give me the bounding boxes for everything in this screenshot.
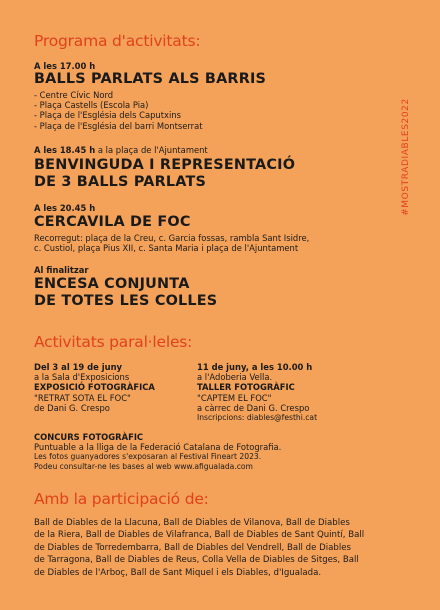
event2-title-2: DE 3 BALLS PARLATS — [34, 174, 207, 190]
place-item: - Plaça de l'Església dels Caputxins — [34, 110, 181, 121]
side-hashtag: #MOSTRADIABLES2022 — [401, 98, 411, 216]
workshop-title: "CAPTEM EL FOC" — [197, 392, 272, 403]
event2-time — [34, 145, 208, 155]
participation-list — [34, 517, 414, 579]
event3-time: A les 20.45 h — [34, 203, 96, 213]
workshop-date: 11 de juny, a les 10.00 h — [197, 362, 313, 372]
exhibition-title: "RETRAT SOTA EL FOC" — [34, 392, 131, 403]
participation-line: de Diables de Torredembarra, Ball de Diables del Vendrell, Ball de Diables — [34, 542, 352, 553]
participation-line: de Diables de l'Arboç, Ball de Sant Miquel i els Diables, d'Igualada. — [34, 567, 322, 578]
event2-title-1: BENVINGUDA I REPRESENTACIÓ — [34, 157, 296, 173]
contest-label: CONCURS FOTOGRÀFIC — [34, 432, 144, 442]
contest-block — [34, 432, 281, 471]
event1-title: BALLS PARLATS ALS BARRIS — [34, 71, 267, 87]
exhibition-block — [34, 362, 155, 413]
event4-time: Al finalitzar — [34, 265, 89, 275]
parallel-heading: Activitats paral·leles: — [34, 333, 193, 351]
event4-title-2: DE TOTES LES COLLES — [34, 293, 218, 309]
workshop-author: a càrrec de Dani G. Crespo — [197, 402, 310, 413]
event3-title: CERCAVILA DE FOC — [34, 214, 191, 230]
workshop-label: TALLER FOTOGRÀFIC — [197, 382, 295, 393]
event3-route — [34, 233, 309, 253]
route-line: c. Custiol, plaça Pius XII, c. Santa Maria i plaça de l'Ajuntament — [34, 243, 299, 254]
route-line: Recorregut: plaça de la Creu, c. Garcia fossas, rambla Sant Isidre, — [34, 233, 310, 243]
event2-time-rest: a la plaça de l'Ajuntament — [95, 145, 208, 155]
participation-line: de Tarragona, Ball de Diables de Reus, Colla Vella de Diables de Sitges, Ball — [34, 555, 359, 566]
participation-line: Ball de Diables de la Llacuna, Ball de Diables de Vilanova, Ball de Diables — [34, 518, 350, 528]
contest-line: Les fotos guanyadores s'exposaran al Festival Fineart 2023. — [34, 452, 262, 462]
event1-places — [34, 90, 203, 131]
exhibition-label: EXPOSICIÓ FOTOGRÀFICA — [34, 382, 155, 393]
exhibition-date: Del 3 al 19 de juny — [34, 362, 123, 372]
participation-line: de la Riera, Ball de Diables de Vilafranca, Ball de Diables de Sant Quintí, Ball — [34, 530, 365, 541]
program-heading: Programa d'activitats: — [34, 32, 201, 50]
contest-line: Puntuable a la lliga de la Federació Catalana de Fotografia. — [34, 442, 282, 453]
workshop-signup: Inscripcions: diables@festhi.cat — [197, 413, 318, 423]
contest-line: Podeu consultar-ne les bases al web www.afigualada.com — [34, 461, 253, 471]
place-item: - Plaça Castells (Escola Pia) — [34, 100, 149, 111]
event1-time: A les 17.00 h — [34, 61, 96, 71]
place-item: - Centre Cívic Nord — [34, 90, 114, 100]
place-item: - Plaça de l'Església del barri Montserrat — [34, 120, 203, 131]
workshop-place: a l'Adoberia Vella. — [197, 372, 273, 383]
exhibition-place: a la Sala d'Exposicions — [34, 372, 130, 383]
workshop-block — [197, 362, 317, 423]
participation-heading: Amb la participació de: — [34, 490, 209, 508]
exhibition-author: de Dani G. Crespo — [34, 402, 110, 413]
event2-time-bold: A les 18.45 h — [34, 145, 96, 155]
event4-title-1: ENCESA CONJUNTA — [34, 276, 190, 292]
